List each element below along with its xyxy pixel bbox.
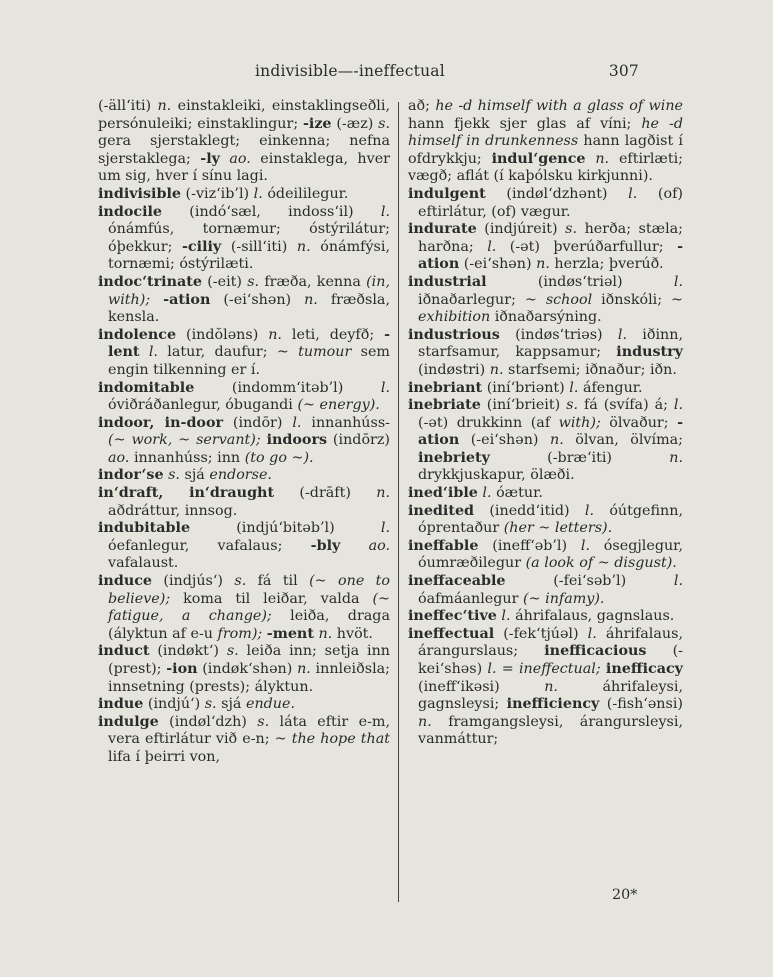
italic-text: (~ infamy). xyxy=(523,590,605,607)
dictionary-entry xyxy=(98,98,390,186)
dictionary-entry xyxy=(98,380,390,415)
italic-text: n. xyxy=(536,256,550,273)
definition-text: (indjú‘bitəb’l) xyxy=(190,520,381,537)
definition-text: (indøs‘triəl) xyxy=(486,273,674,290)
italic-text: l. xyxy=(487,661,497,677)
italic-text: n. xyxy=(268,326,282,343)
signature-mark: 20* xyxy=(612,887,638,903)
definition-text: innleiðsla; innsetning (prests); ályktun. xyxy=(108,661,390,695)
dictionary-entry xyxy=(98,467,390,485)
italic-text: l. xyxy=(580,537,590,554)
dictionary-entry xyxy=(98,204,390,274)
definition-text: herzla; þverúð. xyxy=(549,256,664,273)
definition-text: (indjús‘) xyxy=(152,573,235,590)
definition-text: (indomm‘itəb’l) xyxy=(194,379,381,396)
definition-text: (of) eftirlátur, (of) vægur. xyxy=(418,185,683,220)
headword: indor‘se xyxy=(98,467,164,484)
italic-text: n. xyxy=(549,432,564,449)
italic-text: l. xyxy=(569,379,579,396)
headword: industrial xyxy=(408,273,487,290)
dictionary-entry xyxy=(408,327,683,380)
headword: -ize xyxy=(302,115,332,132)
italic-text: s. xyxy=(168,467,180,484)
definition-text: iðinn, starfsamur, kappsamur; xyxy=(418,326,683,361)
italic-text: exhibition xyxy=(418,309,491,326)
definition-text: (-ei‘shən) xyxy=(210,291,305,308)
italic-text: n. xyxy=(669,449,683,466)
definition-text: leiða inn; setja inn (prest); xyxy=(108,643,390,677)
definition-text: lifa í þeirri von, xyxy=(108,748,221,765)
definition-text: (ineff‘əb’l) xyxy=(478,537,581,554)
definition-text: (-fish‘ənsi) xyxy=(599,696,683,713)
headword: indulgent xyxy=(408,185,486,202)
definition-text: iðnaðarsýning. xyxy=(490,309,602,326)
definition-text: (iní‘brieit) xyxy=(480,397,567,414)
definition-text: óútgefinn, óprentaður xyxy=(418,502,683,537)
italic-text: ao. xyxy=(108,449,130,466)
italic-text: l. xyxy=(148,344,158,361)
definition-text: iðnaðarlegur; ~ xyxy=(418,291,546,308)
definition-text: (-æz) xyxy=(331,115,379,132)
definition-text: eftirlæti; vægð; aflát (í kaþólsku kirkjunni). xyxy=(408,150,683,185)
italic-text: l. xyxy=(584,502,595,519)
dictionary-entry xyxy=(408,573,683,608)
headword: ineffable xyxy=(408,537,479,554)
italic-text: n. xyxy=(297,661,311,677)
definition-text: sem engin tilkenning er í. xyxy=(108,344,390,378)
dictionary-entry xyxy=(408,186,683,221)
headword: indurate xyxy=(408,221,477,238)
dictionary-entry xyxy=(98,643,390,696)
italic-text: l. xyxy=(617,326,628,343)
headword: ineffec‘tive xyxy=(408,608,497,625)
page-number: 307 xyxy=(608,62,639,80)
definition-text: (indŏləns) xyxy=(176,326,269,343)
definition-text: sjá xyxy=(179,467,210,484)
headword: indolence xyxy=(98,326,177,343)
definition-text: fá til xyxy=(246,573,310,590)
definition-text: (-sill‘iti) xyxy=(221,238,297,255)
headword: inefficacy xyxy=(605,661,683,677)
definition-text: (indjúreit) xyxy=(476,221,566,238)
italic-text: n. xyxy=(544,678,558,695)
headword: indul‘gence xyxy=(491,150,586,167)
definition-text: hann fjekk sjer glas af víni; xyxy=(408,115,642,132)
definition-text: latur, daufur; ~ xyxy=(157,344,299,361)
headword: indivisible xyxy=(98,185,181,202)
definition-text: (indøk‘shən) xyxy=(197,661,298,677)
definition-text: áhrifaleysi, gagnsleysi; xyxy=(418,678,684,713)
dictionary-entry xyxy=(98,415,390,468)
definition-text: (-fei‘səb’l) xyxy=(505,573,674,590)
headword: -ciliy xyxy=(182,238,222,255)
definition-text: óviðráðanlegur, óbugandi xyxy=(108,397,298,414)
italic-text: s. xyxy=(378,115,390,132)
definition-text: (-ei‘shən) xyxy=(459,432,550,449)
dictionary-entry xyxy=(408,397,683,485)
italic-text: endue. xyxy=(245,696,296,713)
definition-text: innanhúss- xyxy=(301,414,391,431)
italic-text: l. xyxy=(380,520,390,537)
dictionary-entry xyxy=(408,503,683,538)
headword: inedited xyxy=(408,502,475,519)
italic-text: tumour xyxy=(298,344,352,361)
italic-text: l. xyxy=(253,185,263,202)
headword: indubitable xyxy=(98,520,191,537)
definition-text: ölvan, ölvíma; xyxy=(563,432,683,449)
italic-text: l. xyxy=(628,185,638,202)
definition-text: (indjú‘) xyxy=(143,696,205,713)
definition-text: hvöt. xyxy=(332,625,373,642)
italic-text: l. xyxy=(380,379,390,396)
headword: induct xyxy=(98,643,150,660)
definition-text: (-viz‘ib’l) xyxy=(181,185,254,202)
italic-text: (to go ~). xyxy=(244,449,314,466)
definition-text: framgangsleysi, árangursleysi, vanmáttur; xyxy=(418,713,683,748)
definition-text: (-ət) þverúðarfullur; xyxy=(496,238,678,255)
definition-text: (indøstri) xyxy=(418,361,490,378)
dictionary-entry xyxy=(98,520,390,573)
headword: indoors xyxy=(266,432,328,449)
dictionary-entry xyxy=(408,608,683,626)
definition-text: drykkjuskapur, ölæði. xyxy=(418,467,575,484)
definition-text xyxy=(340,538,368,554)
definition-text: = xyxy=(496,661,519,677)
definition-text: fræða, kenna xyxy=(259,273,367,290)
italic-text: n. xyxy=(318,625,333,642)
headword: inebriate xyxy=(408,397,481,414)
italic-text: s. xyxy=(247,273,260,290)
italic-text: l. xyxy=(587,625,597,642)
definition-text: óefanlegur, vafalaus; xyxy=(108,537,311,554)
italic-text: (a look of ~ disgust). xyxy=(525,555,677,572)
definition-text: (-ei‘shən) xyxy=(459,256,537,273)
definition-text: einstaklega, hver um sig, hver í sínu lagi. xyxy=(98,150,391,185)
headword: -ly xyxy=(200,150,220,167)
definition-text: sjá xyxy=(216,696,246,713)
definition-text: (indøl‘dzh) xyxy=(158,713,258,730)
headword: ined‘ible xyxy=(408,485,478,502)
headword: ineffectual xyxy=(408,625,495,642)
italic-text: n. xyxy=(304,291,318,308)
dictionary-entry xyxy=(98,327,390,380)
definition-text: óafmáanlegur xyxy=(418,590,524,607)
headword: inebriant xyxy=(408,379,483,396)
definition-text: fá (svífa) á; xyxy=(578,397,674,414)
definition-text: áfengur. xyxy=(578,379,643,396)
headword: industry xyxy=(616,344,683,361)
definition-text: (iní‘briənt) xyxy=(482,379,570,396)
definition-text: fræðsla, kensla. xyxy=(108,291,390,326)
definition-text: (inedd‘itid) xyxy=(474,502,585,519)
definition-text: (indōrz) xyxy=(327,432,390,449)
definition-text: (indōr) xyxy=(223,414,293,431)
definition-text: (indøkt‘) xyxy=(149,643,227,660)
headword: indoor, in-door xyxy=(98,414,224,431)
dictionary-entry xyxy=(408,626,683,749)
definition-text: gera sjerstaklegt; einkenna; nefna sjerstaklega; xyxy=(98,133,390,167)
dictionary-entry xyxy=(98,573,390,643)
italic-text: school xyxy=(545,291,593,308)
definition-text: aðdráttur, innsog. xyxy=(108,502,238,519)
italic-text: l. xyxy=(482,485,492,502)
definition-text: ódeililegur. xyxy=(262,185,349,202)
definition-text: (-äll‘iti) xyxy=(98,98,158,114)
headword: -bly xyxy=(310,537,341,554)
dictionary-entry xyxy=(408,221,683,274)
italic-text: endorse. xyxy=(209,467,272,484)
italic-text: from); xyxy=(217,625,263,642)
dictionary-entry xyxy=(408,538,683,573)
definition-text: (-ət) drukkinn (af xyxy=(418,414,559,431)
definition-text: (indó‘sæl, indoss‘il) xyxy=(162,203,381,220)
dictionary-entry xyxy=(98,186,390,204)
italic-text: ao. xyxy=(229,150,251,167)
definition-text: vafalaust. xyxy=(108,555,179,572)
left-column xyxy=(98,98,390,767)
italic-text: (~ work, ~ servant); xyxy=(108,432,261,449)
definition-text xyxy=(150,292,163,308)
header-guide-words: indivisible—-ineffectual xyxy=(255,62,445,80)
dictionary-entry xyxy=(98,696,390,714)
definition-text: einstakleiki, einstaklingseðli, persónuleiki; einstaklingur; xyxy=(98,98,390,132)
definition-text: (-drāft) xyxy=(274,485,377,502)
definition-text: leti, deyfð; xyxy=(281,326,385,343)
dictionary-entry xyxy=(408,485,683,503)
dictionary-entry xyxy=(98,714,390,767)
definition-text: koma til leiðar, valda xyxy=(170,590,373,607)
headword: -ation xyxy=(418,414,683,449)
italic-text: (in, with); xyxy=(108,273,390,308)
headword: inefficacious xyxy=(544,643,647,660)
italic-text: (her ~ letters). xyxy=(503,520,613,537)
italic-text: n. xyxy=(157,98,172,114)
definition-text: (-eit) xyxy=(201,273,248,290)
dictionary-entry xyxy=(98,485,390,520)
definition-text: ónámfús, tornæmur; óstýrilátur; óþekkur; xyxy=(108,221,390,255)
italic-text: n. xyxy=(418,713,432,730)
italic-text: l. xyxy=(501,608,511,625)
italic-text: s. xyxy=(226,643,239,660)
definition-text: leiða, draga (ályktun af e-u xyxy=(108,608,390,642)
definition-text: að; xyxy=(408,98,436,114)
headword: inebriety xyxy=(418,449,490,466)
definition-text xyxy=(586,151,596,167)
headword: indocile xyxy=(98,203,163,220)
dictionary-entry xyxy=(408,274,683,327)
definition-text: (-fek‘tjúəl) xyxy=(494,625,588,642)
dictionary-entry xyxy=(408,380,683,398)
italic-text: with); xyxy=(558,414,601,431)
italic-text: ao. xyxy=(368,537,390,554)
definition-text: ósegjlegur, óumræðilegur xyxy=(418,537,683,572)
italic-text: the hope that xyxy=(291,731,390,748)
italic-text: (~ energy). xyxy=(297,397,380,414)
right-column xyxy=(408,98,683,749)
headword: -ion xyxy=(166,661,198,677)
definition-text: (-bræ‘iti) xyxy=(489,449,670,466)
italic-text: n. xyxy=(296,238,311,255)
definition-text: áhrifalaus, gagnslaus. xyxy=(510,608,675,625)
definition-text: áhrifalaus, árangurslaus; xyxy=(418,625,683,660)
dictionary-entry xyxy=(98,274,390,327)
definition-text: herða; stæla; harðna; xyxy=(418,221,683,255)
italic-text: s. xyxy=(565,221,578,238)
headword: indue xyxy=(98,696,144,713)
italic-text: s. xyxy=(257,713,270,730)
italic-text: s. xyxy=(566,397,579,414)
italic-text: l. xyxy=(673,397,683,414)
headword: -ment xyxy=(266,625,314,642)
headword: indoc‘trinate xyxy=(98,273,202,290)
italic-text: l. xyxy=(292,414,302,431)
definition-text: ölvaður; xyxy=(600,414,678,431)
definition-text xyxy=(140,344,149,360)
definition-text: (indøl‘dzhənt) xyxy=(485,185,629,202)
italic-text: s. xyxy=(234,573,247,590)
italic-text: s. xyxy=(204,696,217,713)
definition-text: starfsemi; iðnaður; iðn. xyxy=(503,361,677,378)
headword: in‘draft, in‘draught xyxy=(98,485,275,502)
italic-text: (~ fatigue, a change); xyxy=(108,590,390,625)
italic-text: he -d himself with a glass of wine xyxy=(435,98,683,114)
italic-text: n. xyxy=(376,485,390,502)
definition-text: óætur. xyxy=(491,485,543,502)
italic-text: ineffectual; xyxy=(518,661,601,677)
definition-text: (-kei‘shəs) xyxy=(418,643,684,677)
headword: indulge xyxy=(98,713,159,730)
definition-text: láta eftir e-m, vera eftirlátur við e-n; ~ xyxy=(108,713,390,748)
italic-text: he -d himself in drunkenness xyxy=(408,115,683,150)
definition-text: ónámfýsi, tornæmi; óstýrilæti. xyxy=(108,238,390,273)
definition-text: hann lagðist í ofdrykkju; xyxy=(408,133,683,167)
headword: -ation xyxy=(418,238,683,273)
headword: industrious xyxy=(408,326,500,343)
headword: -ation xyxy=(163,291,211,308)
definition-text xyxy=(220,151,229,167)
definition-text: innanhúss; inn xyxy=(129,449,245,466)
italic-text: l. xyxy=(380,203,390,220)
column-divider xyxy=(398,102,399,902)
italic-text: (~ one to believe); xyxy=(108,573,390,607)
headword: indomitable xyxy=(98,379,195,396)
headword: ineffaceable xyxy=(408,573,506,590)
definition-text: (indøs‘triəs) xyxy=(499,326,618,343)
italic-text: l. xyxy=(673,573,683,590)
definition-text: (ineff‘ikəsi) xyxy=(418,678,545,695)
italic-text: l. xyxy=(487,238,497,255)
dictionary-entry xyxy=(408,98,683,186)
headword: inefficiency xyxy=(506,696,600,713)
headword: -lent xyxy=(108,326,390,361)
italic-text: l. xyxy=(673,273,683,290)
italic-text: n. xyxy=(489,361,504,378)
definition-text: iðnskóli; ~ xyxy=(592,291,683,308)
italic-text: n. xyxy=(595,150,610,167)
headword: induce xyxy=(98,573,153,590)
